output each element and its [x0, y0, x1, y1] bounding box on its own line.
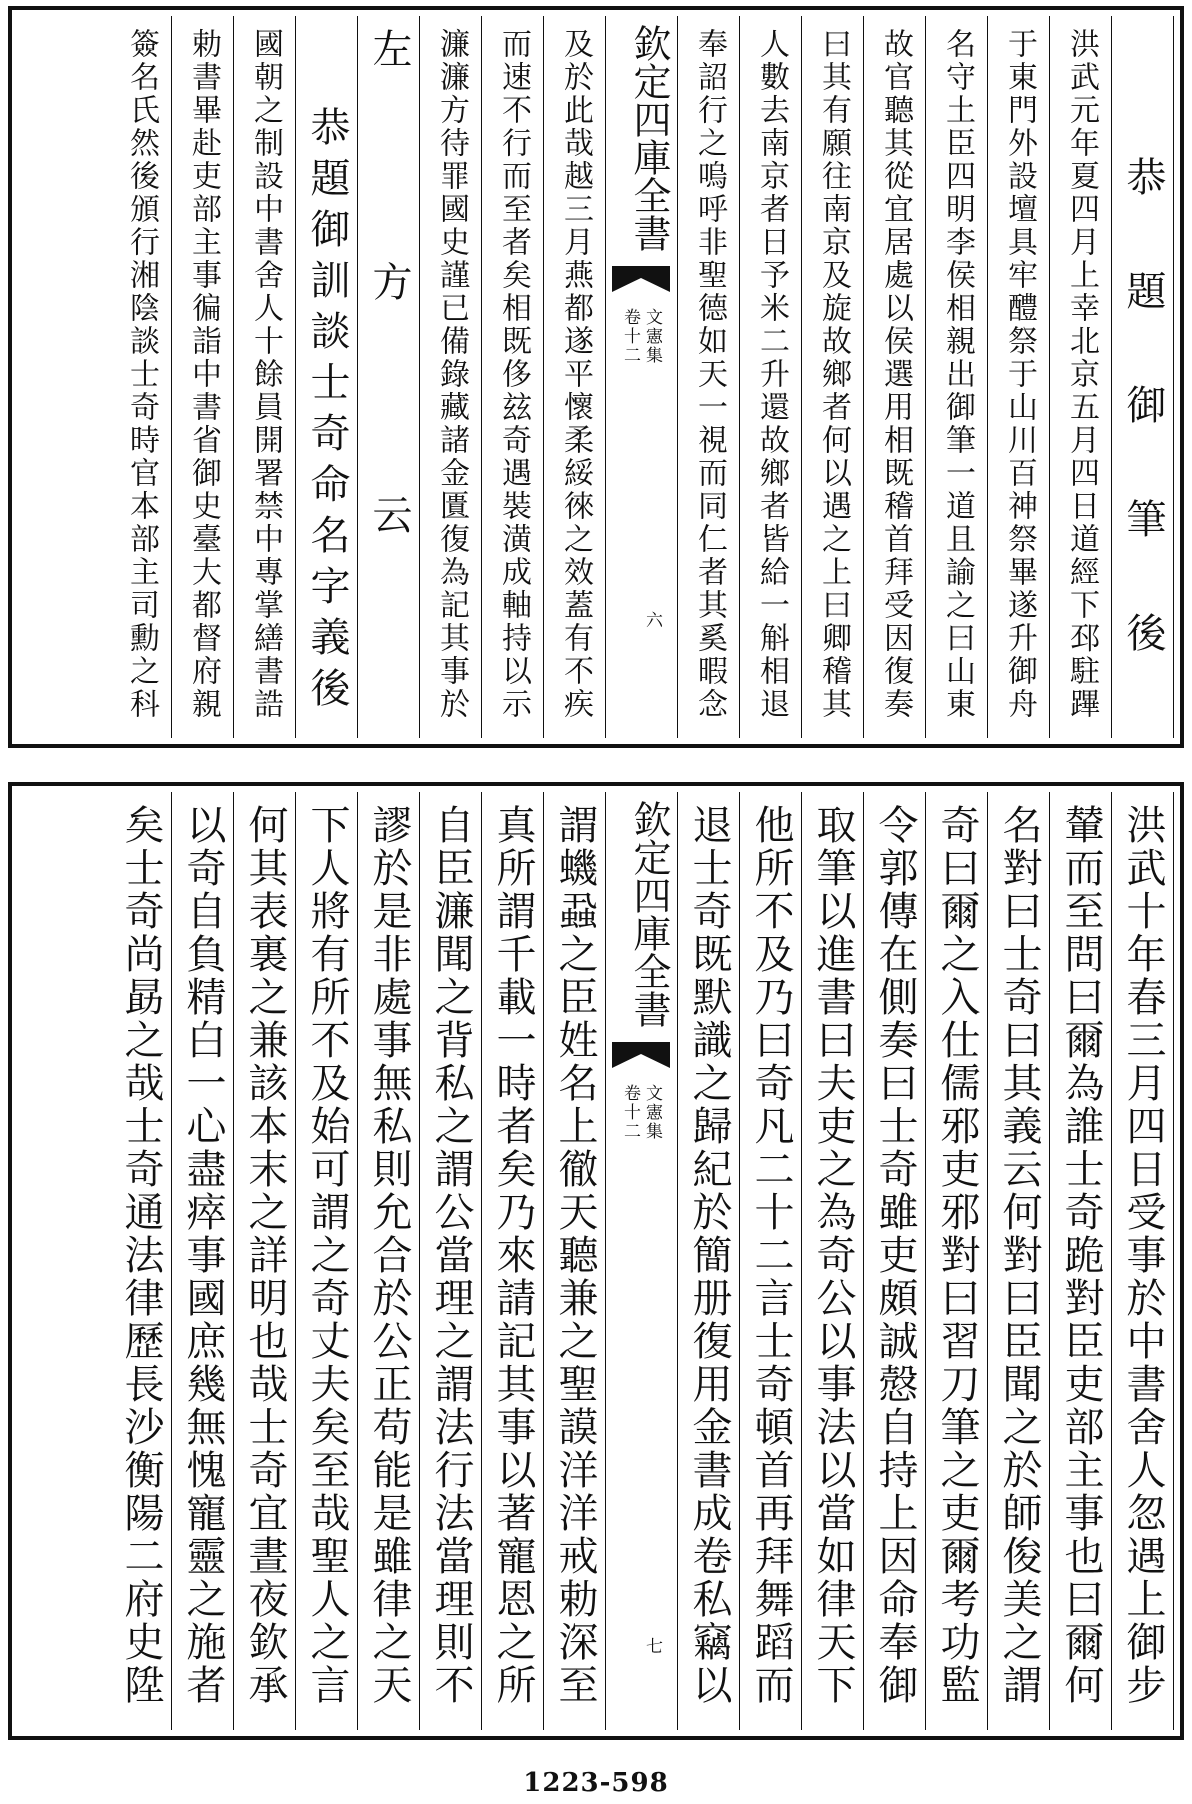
column-text: 名守土臣四明李侯相親出御筆一道且諭之曰山東: [940, 28, 975, 721]
center-work-title: 文憲集: [642, 1084, 662, 1141]
text-column: [544, 792, 606, 1730]
column-text: 退士奇既默識之歸紀於簡册復用金書成卷私竊以: [686, 804, 732, 1707]
text-column: [172, 792, 234, 1730]
column-text: 國朝之制設中書舍人十餘員開署禁中專掌繕書誥: [248, 28, 283, 721]
column-text: 矣士奇尚勗之哉士奇通法律歷長沙衡陽二府史陞: [118, 804, 164, 1707]
text-column: [110, 792, 172, 1730]
text-column: [110, 16, 172, 738]
text-column: [740, 792, 802, 1730]
text-column: [420, 792, 482, 1730]
column-text: 自臣濂聞之背私之謂公當理之謂法行法當理則不: [428, 804, 474, 1707]
column-text: 洪武十年春三月四日受事於中書舍人忽遇上御步: [1120, 804, 1166, 1707]
text-column: [988, 792, 1050, 1730]
column-text: 故官聽其從宜居處以侯選用相既稽首拜受因復奏: [878, 28, 913, 721]
column-text: 以奇自負精白一心盡瘁事國庶幾無愧寵靈之施者: [180, 804, 226, 1707]
center-juan-number: 卷十二: [620, 1084, 640, 1141]
text-column: [296, 792, 358, 1730]
center-column: [606, 792, 678, 1730]
text-column: [864, 792, 926, 1730]
column-text: 洪武元年夏四月上幸北京五月四日道經下邳駐蹕: [1064, 28, 1099, 721]
text-column: [420, 16, 482, 738]
center-column: [606, 16, 678, 738]
text-column: [1050, 792, 1112, 1730]
text-column: [926, 792, 988, 1730]
column-text: 謬於是非處事無私則允合於公正苟能是雖律之天: [366, 804, 412, 1707]
center-juan-number: 卷十二: [620, 308, 640, 365]
column-text: 簽名氏然後頒行湘陰談士奇時官本部主司勳之科: [124, 28, 159, 721]
column-text: 及於此哉越三月燕都遂平懷柔綏徠之效蓋有不疾: [558, 28, 593, 721]
column-text: 恭題御訓談士奇命名字義後: [304, 106, 350, 718]
column-text: 奉詔行之嗚呼非聖德如天一視而同仁者其奚暇念: [692, 28, 727, 721]
column-text: 輦而至問曰爾為誰士奇跪對臣吏部主事也曰爾何: [1058, 804, 1104, 1707]
text-column: [296, 16, 358, 738]
column-text: 他所不及乃曰奇凡二十二言士奇頓首再拜舞蹈而: [748, 804, 794, 1707]
column-text: 而速不行而至者矣相既侈玆奇遇裝潢成軸持以示: [496, 28, 531, 721]
text-column: [544, 16, 606, 738]
column-text: 奇曰爾之入仕儒邪吏邪對曰習刀筆之吏爾考功監: [934, 804, 980, 1707]
column-text: 何其表裏之兼該本末之詳明也哉士奇宜晝夜欽承: [242, 804, 288, 1707]
text-column: [864, 16, 926, 738]
text-column: [1112, 792, 1174, 1730]
text-column: [172, 16, 234, 738]
text-column: [678, 792, 740, 1730]
column-text: 取筆以進書曰夫吏之為奇公以事法以當如律天下: [810, 804, 856, 1707]
text-column: [234, 16, 296, 738]
text-column: [482, 792, 544, 1730]
fish-tail-mark-icon: [612, 1042, 670, 1068]
column-text: 曰其有願往南京及旋故鄉者何以遇之上曰卿稽其: [816, 28, 851, 721]
center-page-number: 六: [646, 611, 663, 631]
column-text: 濂濂方待罪國史謹已備錄藏諸金匱復為記其事於: [434, 28, 469, 721]
text-column: [1112, 16, 1174, 738]
column-text: 下人將有所不及始可謂之奇丈夫矣至哉聖人之言: [304, 804, 350, 1707]
column-text: 令郭傳在側奏曰士奇雖吏頗誠慤自持上因命奉御: [872, 804, 918, 1707]
text-column: [926, 16, 988, 738]
text-column: [1050, 16, 1112, 738]
column-text: 左方云: [366, 28, 412, 727]
center-work-title: 文憲集: [642, 308, 662, 365]
text-column: [802, 792, 864, 1730]
bottom-page: [8, 782, 1184, 1740]
column-text: 真所謂千載一時者矣乃來請記其事以著寵恩之所: [490, 804, 536, 1707]
center-page-number: 七: [646, 1637, 663, 1657]
bottom-page-columns: [18, 792, 1174, 1730]
text-column: [482, 16, 544, 738]
top-page-columns: [18, 16, 1174, 738]
folio-number: 1223-598: [523, 1768, 669, 1798]
text-column: [988, 16, 1050, 738]
column-text: 恭題御筆後: [1120, 156, 1166, 726]
fish-tail-mark-icon: [612, 266, 670, 292]
text-column: [358, 792, 420, 1730]
text-column: [358, 16, 420, 738]
column-text: 于東門外設壇具牢醴祭于山川百神祭畢遂升御舟: [1002, 28, 1037, 721]
column-text: 名對曰士奇曰其義云何對曰臣聞之於師俊美之謂: [996, 804, 1042, 1707]
center-title: 欽定四庫全書: [627, 24, 671, 252]
center-title: 欽定四庫全書: [627, 800, 671, 1028]
column-text: 勅書畢赴吏部主事徧詣中書省御史臺大都督府親: [186, 28, 221, 721]
text-column: [678, 16, 740, 738]
text-column: [740, 16, 802, 738]
column-text: 人數去南京者日予米二升還故鄉者皆給一斛相退: [754, 28, 789, 721]
text-column: [234, 792, 296, 1730]
top-page: [8, 6, 1184, 748]
column-text: 謂蟣蝨之臣姓名上徹天聽兼之聖謨洋洋戒勅深至: [552, 804, 598, 1707]
text-column: [802, 16, 864, 738]
